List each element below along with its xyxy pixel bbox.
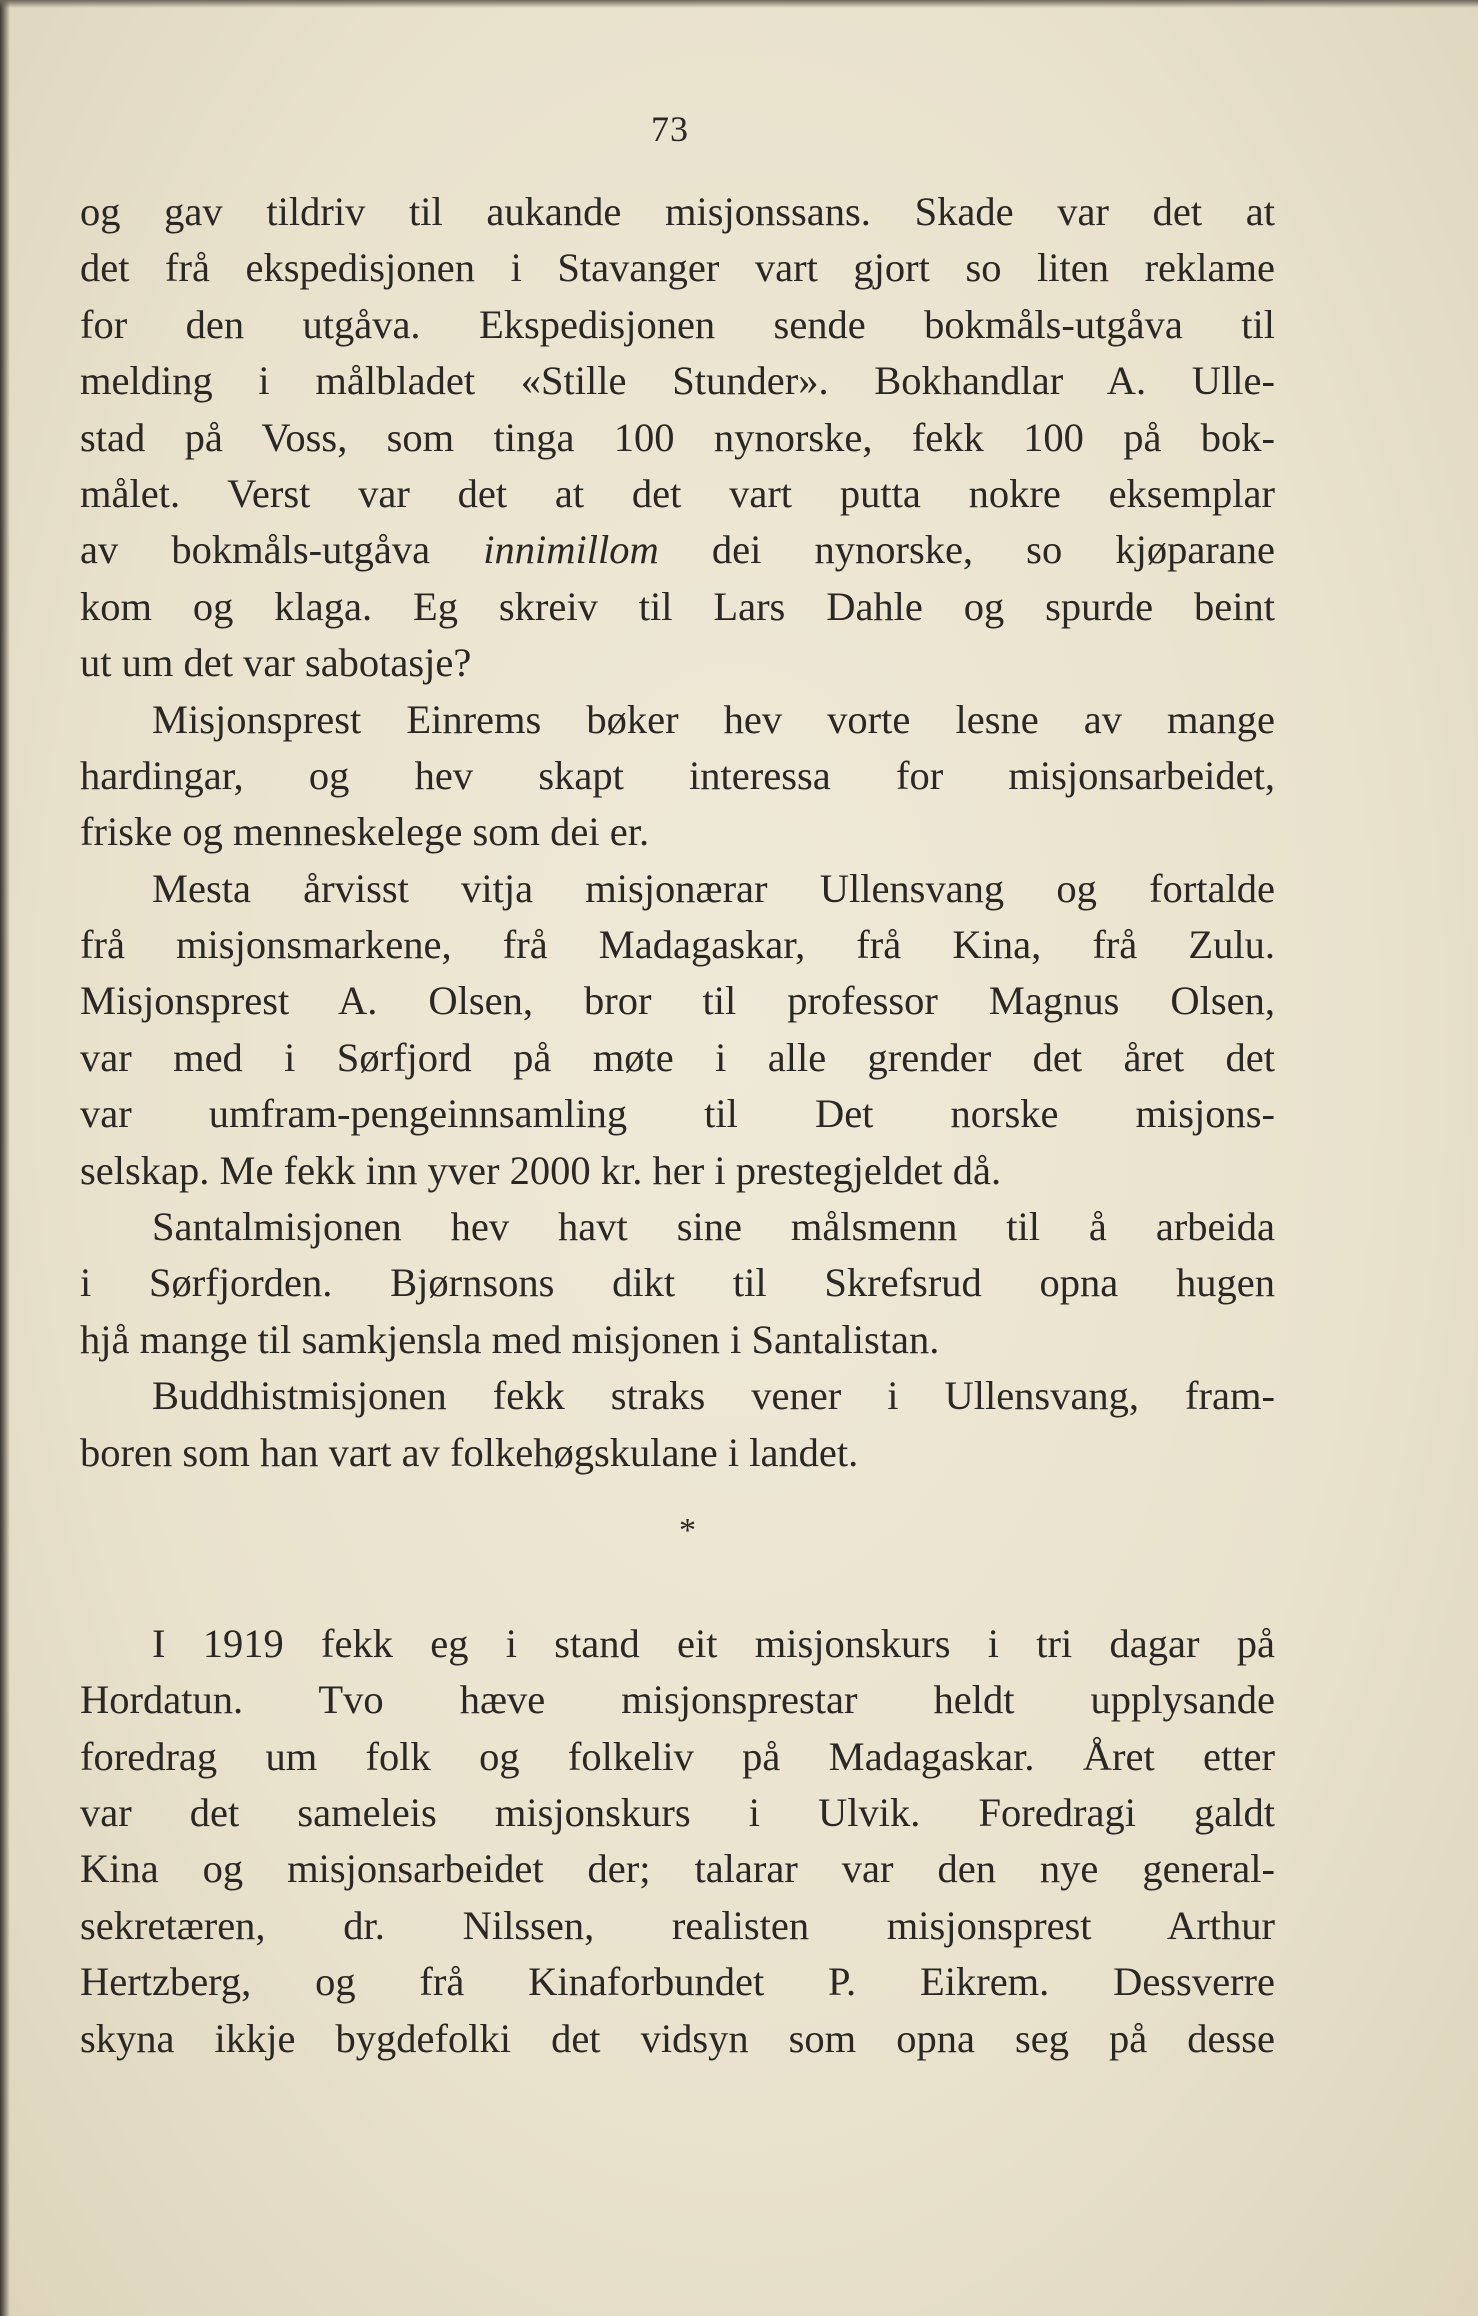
text-line: kom og klaga. Eg skreiv til Lars Dahle og spurde beint xyxy=(80,583,1275,629)
text-line: det frå ekspedisjonen i Stavanger vart gjort so liten reklame xyxy=(80,245,1275,291)
spacer xyxy=(80,1481,1275,1503)
text-line: Hordatun. Tvo hæve misjonsprestar heldt upplysande xyxy=(80,1677,1275,1723)
paragraph-1 xyxy=(80,184,1275,692)
text-line: foredrag um folk og folkeliv på Madagaskar. Året etter xyxy=(80,1733,1275,1779)
text-line: for den utgåva. Ekspedisjonen sende bokmåls-utgåva til xyxy=(80,301,1275,347)
paragraph-6 xyxy=(80,1616,1275,2067)
text-line: frå misjonsmarkene, frå Madagaskar, frå Kina, frå Zulu. xyxy=(80,922,1275,968)
text-fragment: dei nynorske, so kjøparane xyxy=(711,527,1275,573)
text-line: skyna ikkje bygdefolki det vidsyn som opna seg på desse xyxy=(80,2015,1275,2061)
text-line: var med i Sørfjord på møte i alle grender det året det xyxy=(80,1034,1275,1080)
text-line: Santalmisjonen hev havt sine målsmenn til å arbeida xyxy=(152,1204,1275,1250)
italic-word: innimillom xyxy=(483,527,659,573)
text-line: Mesta årvisst vitja misjonærar Ullensvang og fortalde xyxy=(152,865,1275,911)
text-line: Kina og misjonsarbeidet der; talarar var den nye general- xyxy=(80,1846,1275,1892)
text-line: Misjonsprest A. Olsen, bror til professor Magnus Olsen, xyxy=(80,978,1275,1024)
text-line: selskap. Me fekk inn yver 2000 kr. her i prestegjeldet då. xyxy=(80,1147,1002,1193)
spacer xyxy=(80,1559,1275,1615)
text-line: var det sameleis misjonskurs i Ulvik. Foredragi galdt xyxy=(80,1789,1275,1835)
text-line: målet. Verst var det at det vart putta nokre eksemplar xyxy=(80,470,1275,516)
text-line: ut um det var sabotasje? xyxy=(80,640,472,686)
text-line: hardingar, og hev skapt interessa for misjonsarbeidet, xyxy=(80,752,1275,798)
text-line: hjå mange til samkjensla med misjonen i Santalistan. xyxy=(80,1316,940,1362)
text-line: stad på Voss, som tinga 100 nynorske, fekk 100 på bok- xyxy=(80,414,1275,460)
body-text xyxy=(80,184,1275,2067)
paragraph-2 xyxy=(80,692,1275,861)
text-line: friske og menneskelege som dei er. xyxy=(80,809,650,855)
text-fragment: av bokmåls-utgåva xyxy=(80,527,431,573)
text-line: Buddhistmisjonen fekk straks vener i Ullensvang, fram- xyxy=(152,1373,1275,1419)
text-line: I 1919 fekk eg i stand eit misjonskurs i tri dagar på xyxy=(152,1620,1275,1666)
text-line: var umfram-pengeinnsamling til Det norske misjons- xyxy=(80,1091,1275,1137)
paragraph-4 xyxy=(80,1199,1275,1368)
text-line: Hertzberg, og frå Kinaforbundet P. Eikrem. Dessverre xyxy=(80,1959,1275,2005)
text-line: melding i målbladet «Stille Stunder». Bokhandlar A. Ulle- xyxy=(80,358,1275,404)
text-line: boren som han vart av folkehøgskulane i landet. xyxy=(80,1429,859,1475)
text-line: sekretæren, dr. Nilssen, realisten misjonsprest Arthur xyxy=(80,1902,1275,1948)
text-line: og gav tildriv til aukande misjonssans. Skade var det at xyxy=(80,189,1275,234)
paragraph-3 xyxy=(80,861,1275,1199)
text-line-mixed xyxy=(80,522,1275,578)
text-line: i Sørfjorden. Bjørnsons dikt til Skrefsrud opna hugen xyxy=(80,1260,1275,1306)
page-number: 73 xyxy=(651,109,689,149)
section-break-asterisk: * xyxy=(679,1511,696,1549)
text-line: Misjonsprest Einrems bøker hev vorte lesne av mange xyxy=(152,696,1275,742)
paragraph-5 xyxy=(80,1368,1275,1481)
